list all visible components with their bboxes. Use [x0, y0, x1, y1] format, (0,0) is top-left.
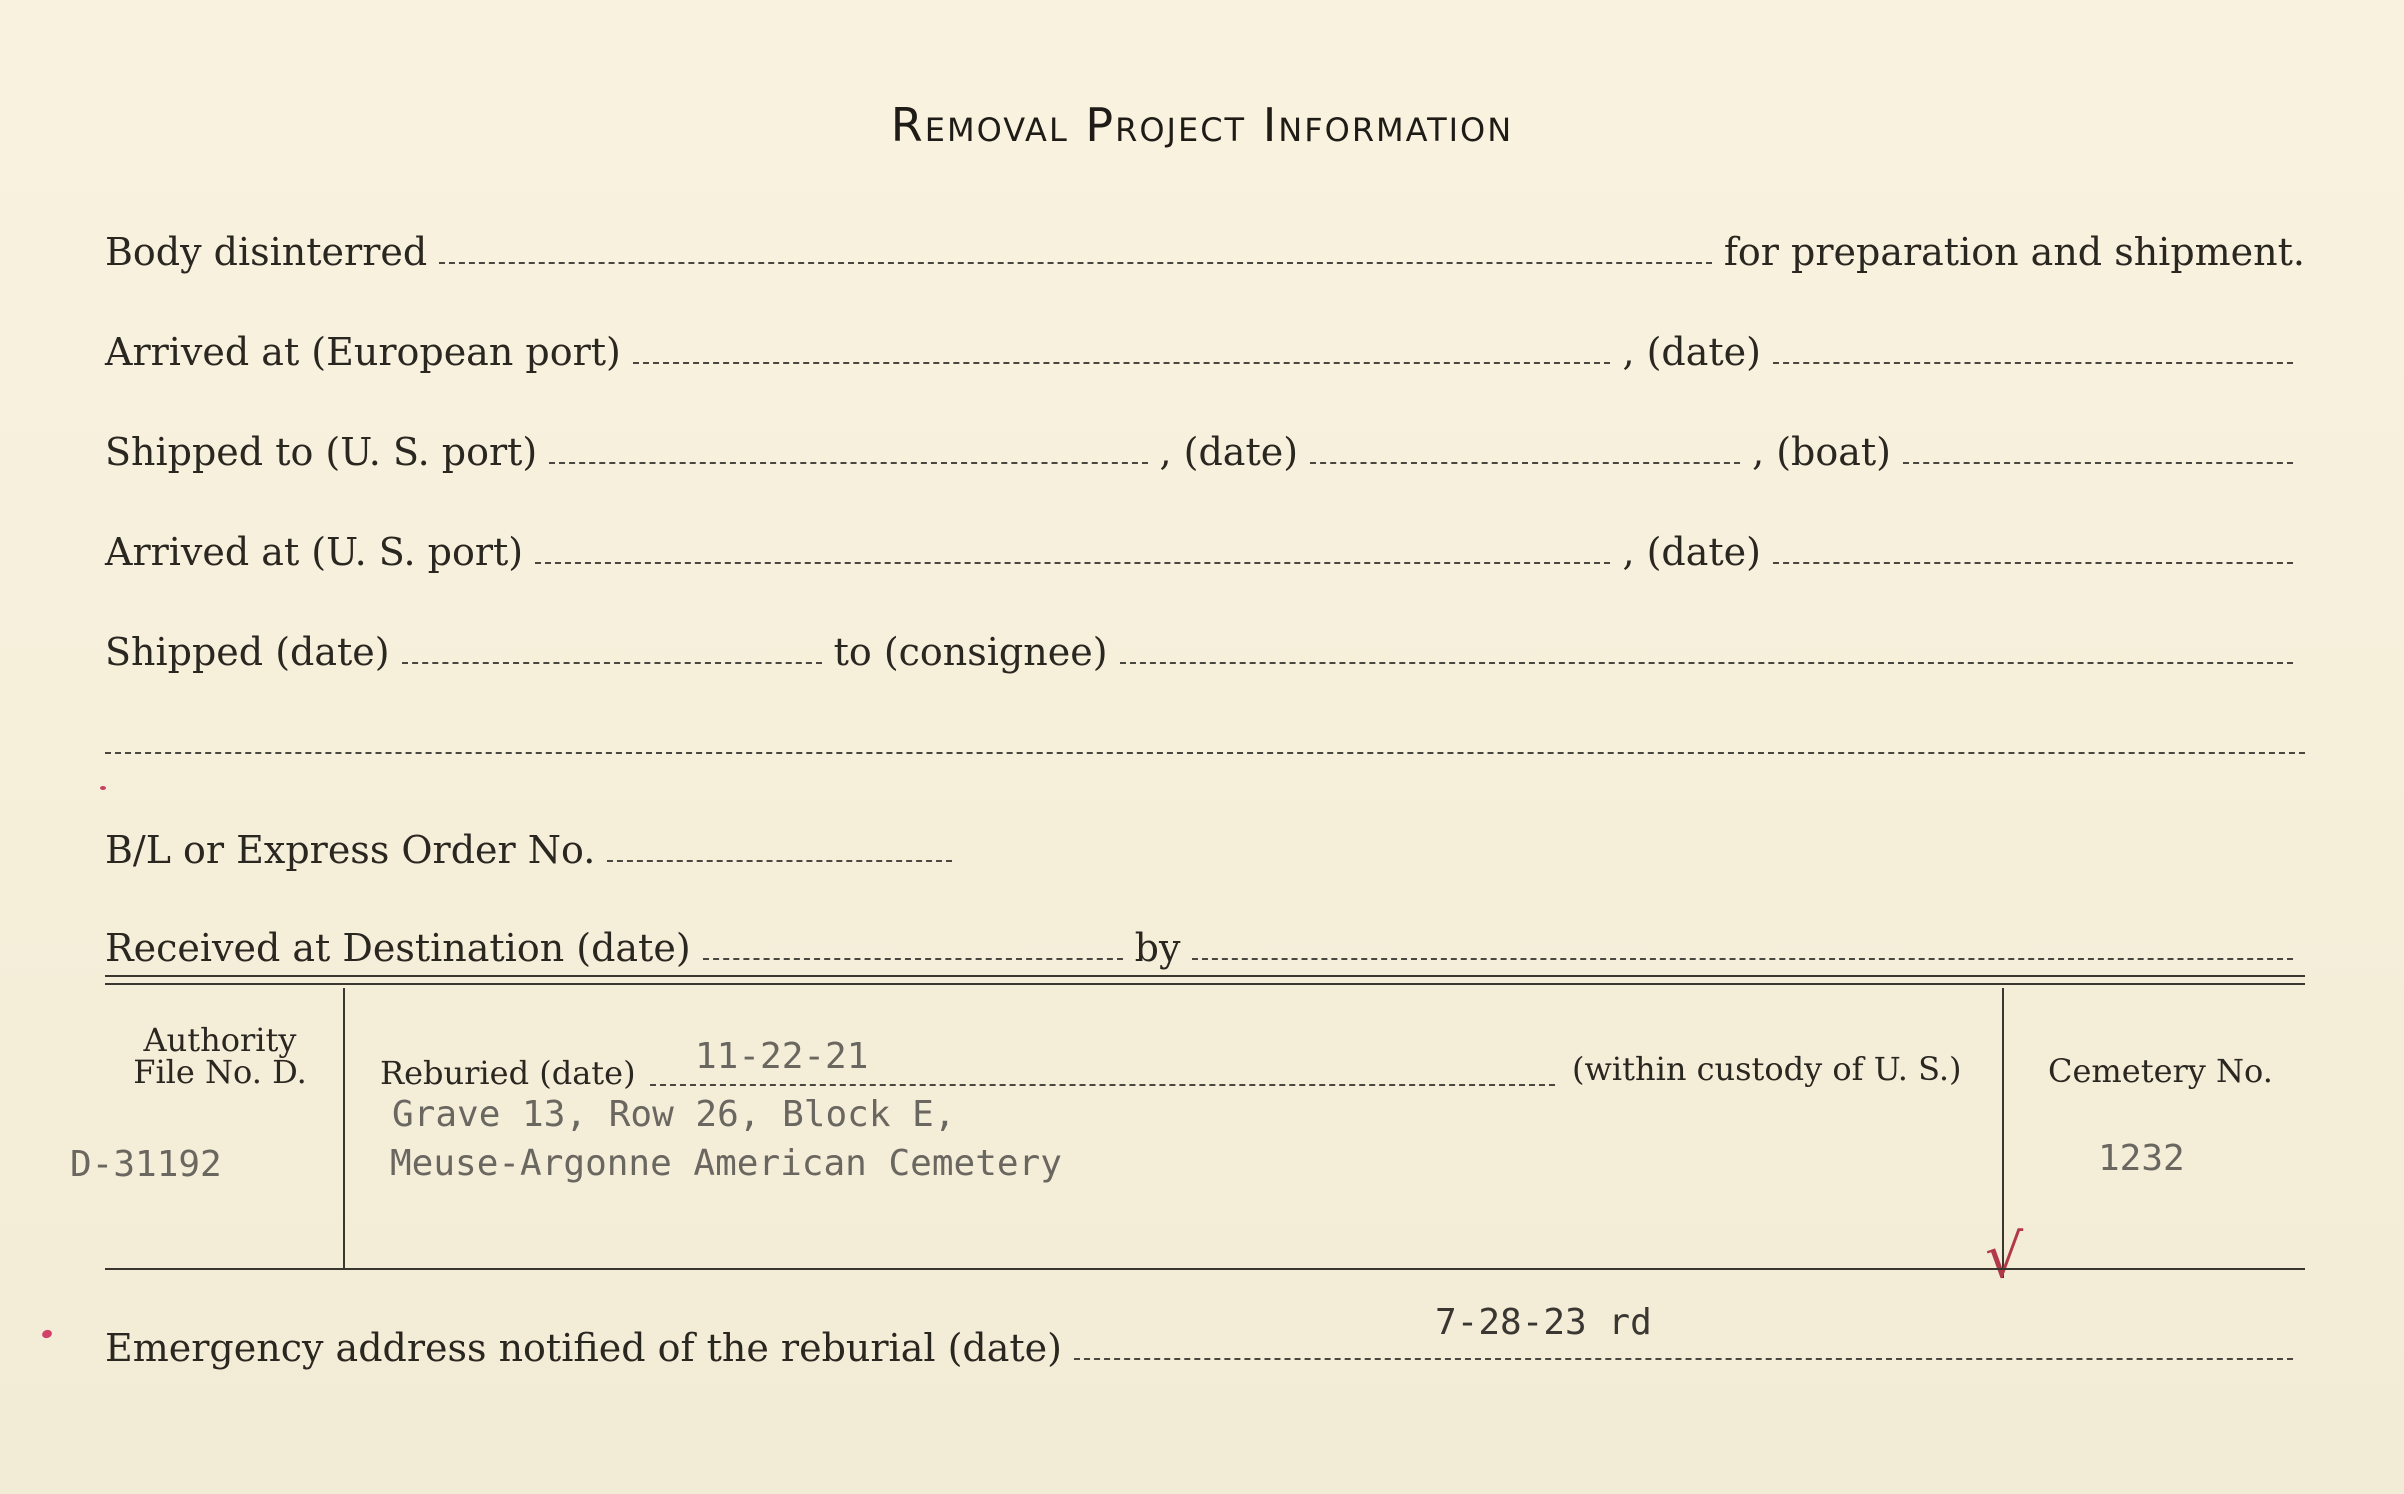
label-consignee: to (consignee): [833, 630, 1108, 674]
label-date: , (date): [1159, 430, 1299, 474]
column-divider-left: [343, 988, 345, 1268]
reburied-date-value: 11-22-21: [695, 1036, 869, 1077]
field-bl: [607, 860, 952, 862]
field-emergency-date: [1074, 1358, 2293, 1360]
authority-label-line1: Authority: [143, 1021, 297, 1059]
emergency-date-value: 7-28-23 rd: [1435, 1302, 1652, 1343]
ink-spot: [100, 786, 106, 790]
label-preparation-shipment: for preparation and shipment.: [1723, 230, 2305, 274]
row-shipped: [105, 616, 2305, 676]
grave-location: Grave 13, Row 26, Block E,: [392, 1094, 956, 1135]
row-body-disinterred: [105, 216, 2305, 276]
field-european-port: [633, 362, 1611, 364]
field-received-by: [1192, 958, 2293, 960]
authority-label: [120, 1021, 320, 1091]
section-divider: [105, 975, 2305, 985]
row-arrived-european: [105, 316, 2305, 376]
label-by: by: [1134, 926, 1181, 970]
field-received-date: [703, 958, 1123, 960]
field-consignee: [1120, 662, 2293, 664]
check-mark: √: [1985, 1222, 2024, 1292]
label-shipped-us: Shipped to (U. S. port): [105, 430, 538, 474]
label-boat: , (boat): [1752, 430, 1891, 474]
label-date: , (date): [1622, 330, 1761, 374]
field-reburied-date: [650, 1084, 1555, 1086]
field-arrived-us-date: [1773, 562, 2293, 564]
label-emergency: Emergency address notified of the reburial (date): [105, 1326, 1062, 1370]
field-european-date: [1773, 362, 2293, 364]
label-body-disinterred: Body disinterred: [105, 230, 428, 274]
label-reburied: Reburied (date): [380, 1054, 636, 1092]
field-shipped-date: [402, 662, 822, 664]
field-body-disinterred: [439, 262, 1712, 264]
label-arrived-european: Arrived at (European port): [105, 330, 621, 374]
bottom-rule: [105, 1268, 2305, 1270]
row-arrived-us: [105, 516, 2305, 576]
authority-label-line2: File No. D.: [133, 1053, 307, 1091]
ink-spot: [41, 1329, 53, 1340]
label-cemetery-no: Cemetery No.: [2048, 1052, 2273, 1090]
row-received: [105, 912, 2305, 972]
cemetery-number: 1232: [2098, 1138, 2185, 1179]
label-bl: B/L or Express Order No.: [105, 828, 596, 872]
row-shipped-us: [105, 416, 2305, 476]
label-shipped-date: Shipped (date): [105, 630, 390, 674]
field-consignee-continued: [105, 752, 2305, 754]
field-boat: [1903, 462, 2293, 464]
label-arrived-us: Arrived at (U. S. port): [105, 530, 524, 574]
label-date: , (date): [1622, 530, 1761, 574]
field-shipped-date: [1310, 462, 1740, 464]
row-bl: [105, 814, 2305, 874]
label-received: Received at Destination (date): [105, 926, 691, 970]
cemetery-name: Meuse-Argonne American Cemetery: [390, 1143, 1062, 1184]
field-us-port: [549, 462, 1147, 464]
authority-file-number: D-31192: [70, 1144, 222, 1185]
field-arrived-us-port: [535, 562, 1610, 564]
row-emergency: [105, 1312, 2305, 1372]
card-title: Removal Project Information: [890, 98, 1514, 152]
label-custody: (within custody of U. S.): [1572, 1050, 1962, 1088]
